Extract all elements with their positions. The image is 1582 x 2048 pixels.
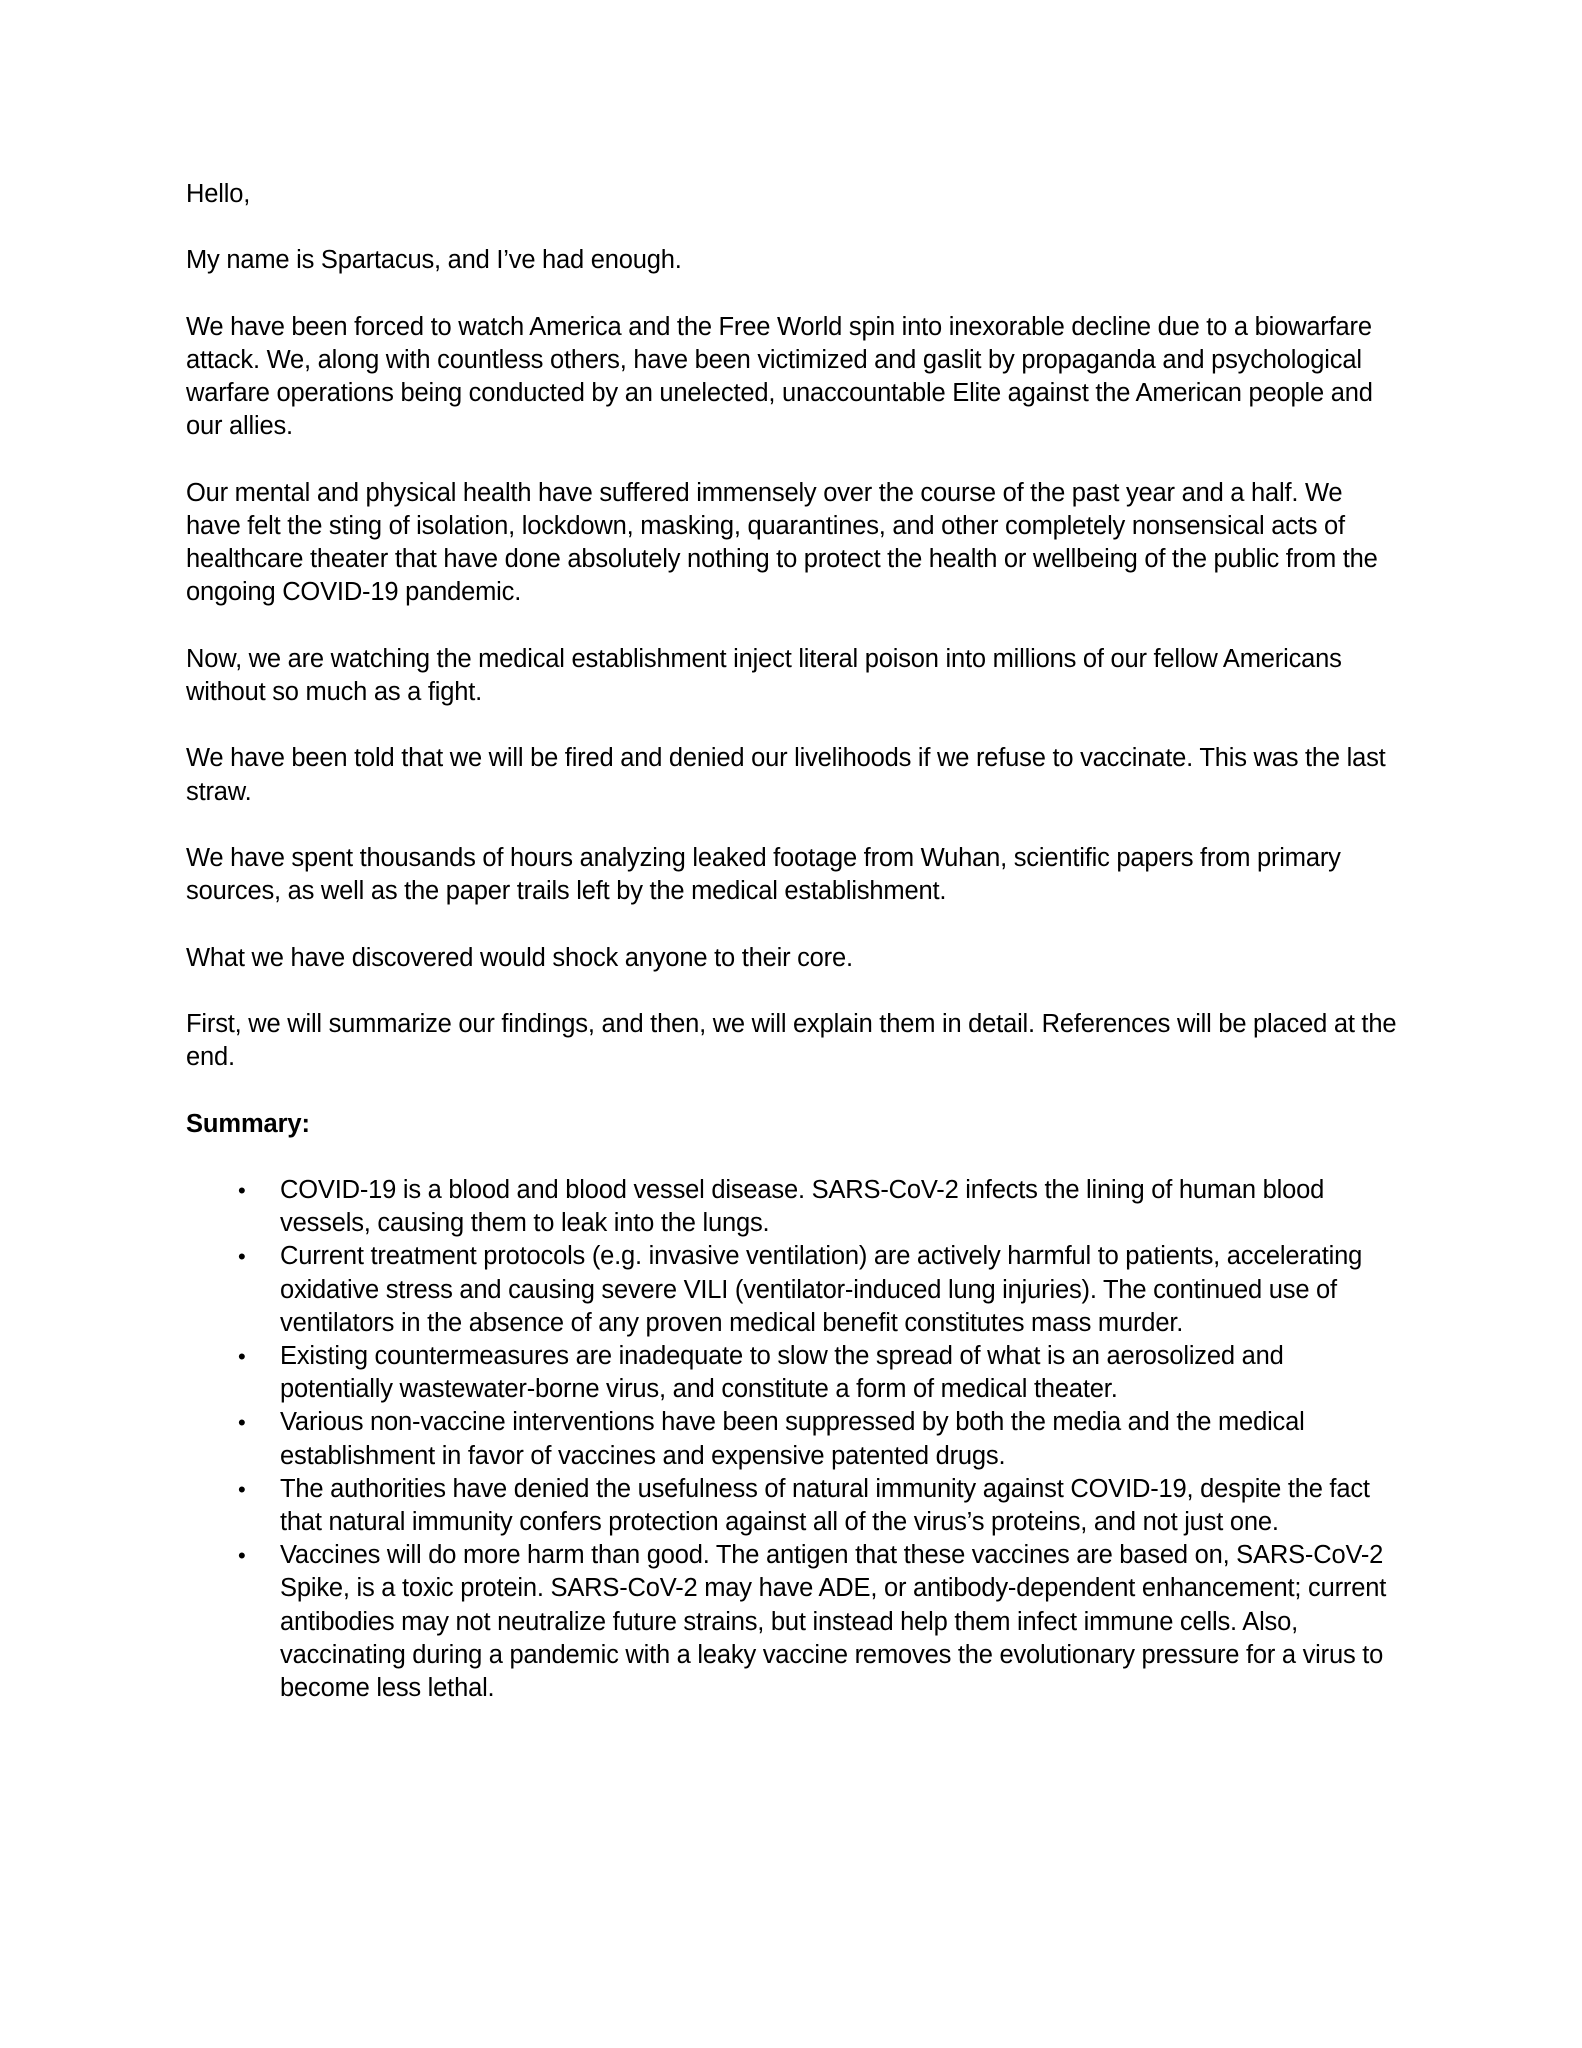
paragraph-decline: We have been forced to watch America and the Free World spin into inexorable decline due to a biowarfare attack. We, along with countless others, have been victimized and gaslit by propaganda and psychological warfare operations being conducted by an unelected, unaccountable Elite against the American people and our allies.	[186, 312, 1373, 441]
bullet-icon: •	[238, 1543, 246, 1569]
list-item	[186, 1174, 1398, 1240]
list-item	[186, 1539, 1398, 1705]
list-item	[186, 1473, 1398, 1539]
list-item-text: Vaccines will do more harm than good. The antigen that these vaccines are based on, SARS-CoV-2 Spike, is a toxic protein. SARS-CoV-2 may have ADE, or antibody-dependent enhancement; current antibodies may not neutralize future strains, but instead help them infect immune cells. Also, vaccinating during a pandemic with a leaky vaccine removes the evolutionary pressure for a virus to become less lethal.	[280, 1541, 1387, 1702]
paragraph-injection: Now, we are watching the medical establishment inject literal poison into millions of our fellow Americans without so much as a fight.	[186, 644, 1342, 706]
list-item-text: The authorities have denied the usefulness of natural immunity against COVID-19, despite the fact that natural immunity confers protection against all of the virus’s proteins, and not just one.	[280, 1474, 1370, 1536]
paragraph-discovery: What we have discovered would shock anyone to their core.	[186, 943, 853, 972]
list-item-text: Current treatment protocols (e.g. invasive ventilation) are actively harmful to patients, accelerating oxidative stress and causing severe VILI (ventilator-induced lung injuries). The continued use of ventilators in the absence of any proven medical benefit constitutes mass murder.	[280, 1242, 1363, 1337]
spacer	[186, 1074, 1398, 1107]
spacer	[186, 1141, 1398, 1174]
paragraph-health: Our mental and physical health have suffered immensely over the course of the past year and a half. We have felt the sting of isolation, lockdown, masking, quarantines, and other completely nonsensical acts of healthcare theater that have done absolutely nothing to protect the health or wellbeing of the public from the ongoing COVID-19 pandemic.	[186, 478, 1378, 607]
summary-heading: Summary:	[186, 1109, 310, 1138]
list-item-text: Various non-vaccine interventions have been suppressed by both the media and the medical establishment in favor of vaccines and expensive patented drugs.	[280, 1408, 1305, 1470]
list-item	[186, 1240, 1398, 1340]
list-item	[186, 1340, 1398, 1406]
bullet-icon: •	[238, 1410, 246, 1436]
paragraph-research: We have spent thousands of hours analyzing leaked footage from Wuhan, scientific papers from primary sources, as well as the paper trails left by the medical establishment.	[186, 843, 1341, 906]
summary-bullet-list	[186, 1174, 1398, 1705]
paragraph-greeting: Hello,	[186, 180, 251, 208]
list-item	[186, 1406, 1398, 1472]
bullet-icon: •	[238, 1343, 246, 1369]
document-body	[186, 178, 1398, 1705]
list-item-text: Existing countermeasures are inadequate to slow the spread of what is an aerosolized and potentially wastewater-borne virus, and constitute a form of medical theater.	[280, 1341, 1284, 1404]
bullet-icon: •	[238, 1244, 246, 1270]
paragraph-structure: First, we will summarize our findings, and then, we will explain them in detail. References will be placed at the end.	[186, 1009, 1397, 1072]
bullet-icon: •	[238, 1476, 246, 1502]
bullet-icon: •	[238, 1177, 246, 1203]
paragraph-introduction: My name is Spartacus, and I’ve had enough.	[186, 246, 682, 275]
list-item-text: COVID-19 is a blood and blood vessel disease. SARS-CoV-2 infects the lining of human blood vessels, causing them to leak into the lungs.	[280, 1175, 1325, 1238]
paragraph-last-straw: We have been told that we will be fired and denied our livelihoods if we refuse to vaccinate. This was the last straw.	[186, 744, 1386, 806]
